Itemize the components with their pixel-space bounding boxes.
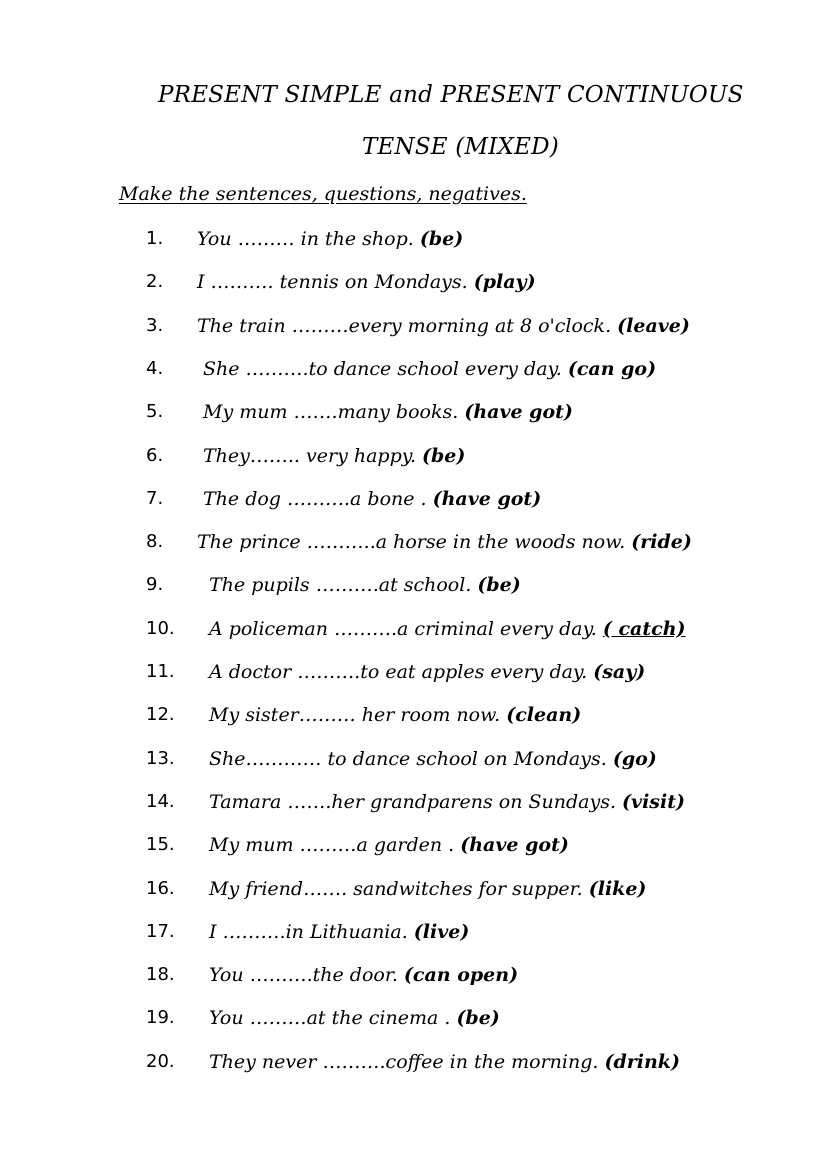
exercise-item xyxy=(0,878,826,918)
exercise-verb-hint: (can open) xyxy=(403,964,519,986)
exercise-sentence xyxy=(209,921,469,943)
exercise-item xyxy=(0,358,826,398)
exercise-text: A policeman ……….a criminal every day. xyxy=(209,618,603,640)
page-title-line-1: PRESENT SIMPLE and PRESENT CONTINUOUS xyxy=(158,82,744,108)
exercise-item xyxy=(0,315,826,355)
exercise-verb-hint: (leave) xyxy=(617,315,690,337)
exercise-verb-hint: (ride) xyxy=(631,531,692,553)
exercise-item xyxy=(0,704,826,744)
exercise-item xyxy=(0,964,826,1004)
exercise-text: She………… to dance school on Mondays. xyxy=(209,748,613,770)
exercise-sentence xyxy=(203,401,573,423)
exercise-item xyxy=(0,574,826,614)
exercise-number: 6. xyxy=(146,445,164,466)
exercise-text: They…….. very happy. xyxy=(203,445,423,467)
exercise-verb-hint: (can go) xyxy=(567,358,657,380)
exercise-verb-hint: (visit) xyxy=(622,791,685,813)
exercise-verb-hint: (have got) xyxy=(460,834,569,856)
exercise-item xyxy=(0,1007,826,1047)
exercise-item xyxy=(0,748,826,788)
exercise-sentence xyxy=(209,791,685,813)
exercise-item xyxy=(0,1051,826,1091)
exercise-number: 14. xyxy=(146,791,175,812)
exercise-verb-hint: (go) xyxy=(612,748,657,770)
exercise-sentence xyxy=(209,834,569,856)
exercise-number: 18. xyxy=(146,964,175,985)
exercise-number: 3. xyxy=(146,315,164,336)
exercise-sentence xyxy=(197,531,692,553)
exercise-item xyxy=(0,271,826,311)
exercise-verb-hint: (play) xyxy=(473,271,536,293)
exercise-sentence xyxy=(197,271,536,293)
exercise-sentence xyxy=(203,445,465,467)
exercise-text: I ………. tennis on Mondays. xyxy=(197,271,474,293)
exercise-verb-hint: (have got) xyxy=(464,401,573,423)
exercise-text: My sister……… her room now. xyxy=(209,704,507,726)
exercise-verb-hint: (have got) xyxy=(432,488,542,510)
exercise-number: 8. xyxy=(146,531,164,552)
exercise-number: 5. xyxy=(146,401,164,422)
exercise-text: A doctor ……….to eat apples every day. xyxy=(209,661,594,683)
exercise-item xyxy=(0,921,826,961)
exercise-verb-hint: (like) xyxy=(588,878,647,900)
exercise-item xyxy=(0,445,826,485)
exercise-text: They never ……….coffee in the morning. xyxy=(209,1051,605,1073)
exercise-text: My friend……. sandwitches for supper. xyxy=(209,878,589,900)
exercise-verb-hint: (say) xyxy=(593,661,646,683)
exercise-item xyxy=(0,791,826,831)
exercise-sentence xyxy=(209,878,646,900)
exercise-text: You ……….the door. xyxy=(209,964,404,986)
exercise-number: 1. xyxy=(146,228,164,249)
exercise-verb-hint: (be) xyxy=(422,445,466,467)
exercise-sentence xyxy=(197,315,690,337)
exercise-sentence xyxy=(209,748,657,770)
exercise-verb-hint: ( catch) xyxy=(602,618,686,640)
exercise-item xyxy=(0,401,826,441)
exercise-item xyxy=(0,488,826,528)
exercise-item xyxy=(0,531,826,571)
exercise-number: 2. xyxy=(146,271,164,292)
exercise-number: 7. xyxy=(146,488,164,509)
exercise-number: 16. xyxy=(146,878,175,899)
exercise-text: Tamara …….her grandparens on Sundays. xyxy=(209,791,623,813)
exercise-number: 11. xyxy=(146,661,175,682)
exercise-item xyxy=(0,228,826,268)
exercise-item xyxy=(0,618,826,658)
exercise-number: 4. xyxy=(146,358,164,379)
exercise-text: The pupils ……….at school. xyxy=(209,574,478,596)
exercise-number: 19. xyxy=(146,1007,175,1028)
exercise-number: 20. xyxy=(146,1051,175,1072)
exercise-sentence xyxy=(209,964,518,986)
exercise-number: 12. xyxy=(146,704,175,725)
exercise-verb-hint: (be) xyxy=(477,574,521,596)
exercise-sentence xyxy=(209,574,521,596)
exercise-text: The train ………every morning at 8 o'clock. xyxy=(197,315,618,337)
exercise-text: My mum ………a garden . xyxy=(209,834,461,856)
exercise-sentence xyxy=(197,228,463,250)
exercise-sentence xyxy=(209,1007,500,1029)
exercise-item xyxy=(0,661,826,701)
exercise-verb-hint: (clean) xyxy=(506,704,582,726)
exercise-number: 17. xyxy=(146,921,175,942)
exercise-number: 10. xyxy=(146,618,175,639)
exercise-text: You ………at the cinema . xyxy=(209,1007,457,1029)
exercise-sentence xyxy=(203,488,541,510)
exercise-verb-hint: (be) xyxy=(419,228,464,250)
exercise-sentence xyxy=(209,618,686,640)
exercise-number: 15. xyxy=(146,834,175,855)
exercise-sentence xyxy=(209,1051,680,1073)
exercise-sentence xyxy=(203,358,656,380)
exercise-number: 13. xyxy=(146,748,175,769)
exercise-text: I ……….in Lithuania. xyxy=(209,921,414,943)
exercise-sentence xyxy=(209,704,581,726)
exercise-text: My mum …….many books. xyxy=(203,401,465,423)
exercise-text: The prince ………..a horse in the woods now. xyxy=(197,531,632,553)
exercise-number: 9. xyxy=(146,574,164,595)
exercise-text: She ……….to dance school every day. xyxy=(203,358,568,380)
exercise-sentence xyxy=(209,661,645,683)
page-title-line-2: TENSE (MIXED) xyxy=(362,134,559,160)
instructions: Make the sentences, questions, negatives. xyxy=(119,183,527,205)
exercise-item xyxy=(0,834,826,874)
exercise-verb-hint: (drink) xyxy=(604,1051,680,1073)
exercise-text: You ……… in the shop. xyxy=(197,228,420,250)
exercise-verb-hint: (live) xyxy=(413,921,470,943)
exercise-verb-hint: (be) xyxy=(456,1007,500,1029)
exercise-text: The dog ……….a bone . xyxy=(203,488,433,510)
